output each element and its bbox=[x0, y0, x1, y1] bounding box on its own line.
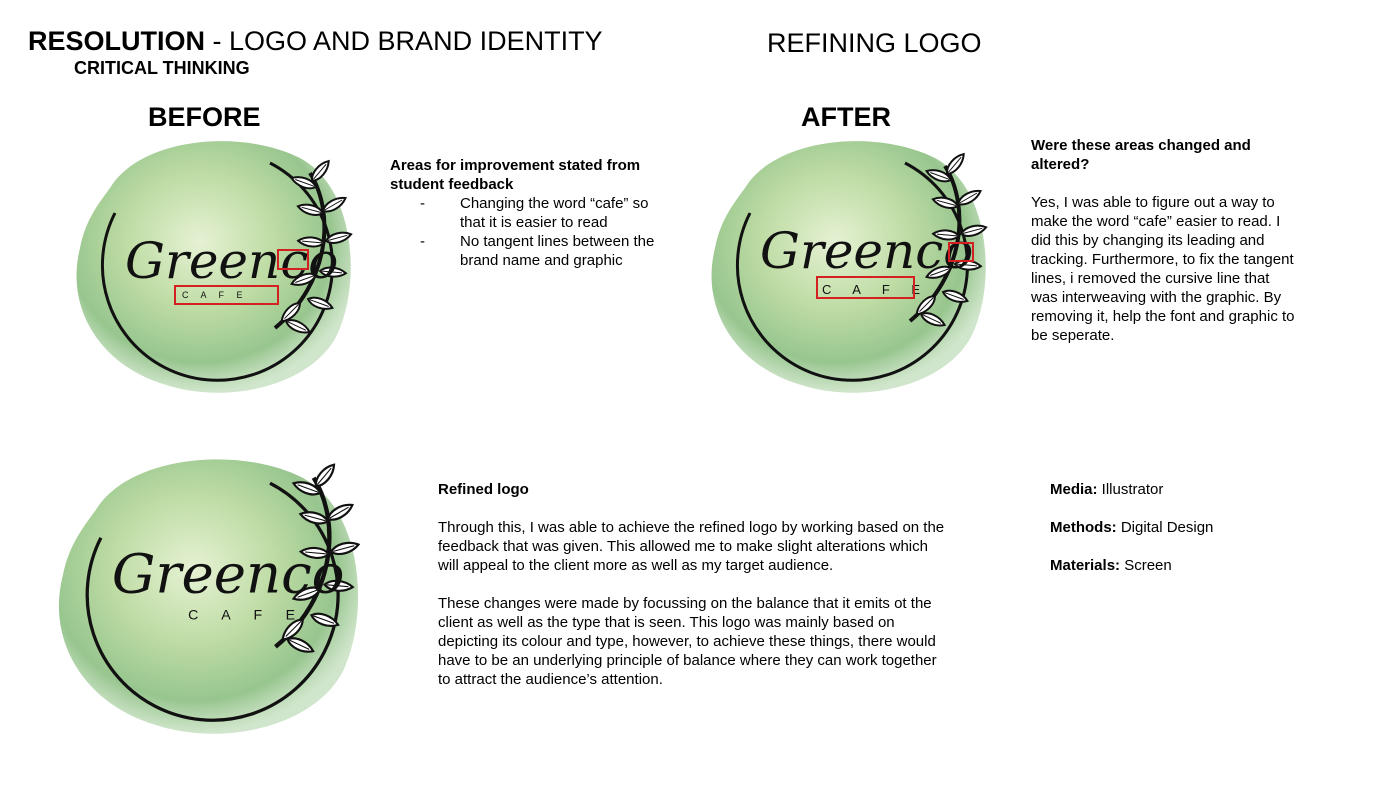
page-title-bold: RESOLUTION bbox=[28, 26, 206, 56]
final-logo bbox=[45, 445, 375, 745]
list-item: - No tangent lines between the brand name and graphic bbox=[390, 232, 660, 270]
after-logo bbox=[705, 128, 995, 403]
after-heading: AFTER bbox=[801, 102, 891, 132]
logo-wordmark: Greenco bbox=[111, 541, 345, 606]
refined-notes bbox=[438, 480, 948, 708]
improvement-notes bbox=[390, 156, 660, 270]
media-value: Illustrator bbox=[1097, 481, 1164, 498]
changes-notes bbox=[1031, 136, 1296, 345]
refined-paragraph-1: Through this, I was able to achieve the refined logo by working based on the feedback that was given. This allowed me to make slight alterations which will appeal to the client more as well as my target audience. bbox=[438, 519, 945, 574]
refined-heading: Refined logo bbox=[438, 481, 529, 498]
logo-cafe: C A F E bbox=[822, 282, 930, 297]
materials-value: Screen bbox=[1120, 557, 1172, 574]
page-title-rest: - LOGO AND BRAND IDENTITY bbox=[205, 26, 603, 56]
logo-wordmark: Greenco bbox=[125, 232, 339, 290]
page-subtitle: CRITICAL THINKING bbox=[74, 58, 250, 78]
list-item: - Changing the word “cafe” so that it is easier to read bbox=[390, 194, 660, 232]
refined-paragraph-2: These changes were made by focussing on the balance that it emits ot the client as well as the type that is seen. This logo was mainly based on depicting its colour and type, however, to achieve these things, there would have to be an underlying principle of balance where they can work together to attract the audience’s attention. bbox=[438, 595, 937, 688]
materials-label: Materials: bbox=[1050, 557, 1121, 574]
before-heading: BEFORE bbox=[148, 102, 261, 132]
changes-heading: Were these areas changed and altered? bbox=[1031, 137, 1251, 173]
improvement-list bbox=[390, 194, 660, 270]
media-label: Media: bbox=[1050, 481, 1098, 498]
before-logo bbox=[70, 128, 360, 403]
changes-body: Yes, I was able to figure out a way to make the word “cafe” easier to read. I did this by changing its leading and tracking. Furthermore, to fix the tangent lines, i removed the cursive line that was interweaving with the graphic. By removing it, help the font and graphic to be seperate. bbox=[1031, 194, 1295, 344]
section-title-refining: REFINING LOGO bbox=[767, 28, 982, 58]
methods-value: Digital Design bbox=[1116, 519, 1214, 536]
logo-cafe: C A F E bbox=[188, 607, 305, 624]
methods-row bbox=[1050, 518, 1213, 537]
materials-row bbox=[1050, 556, 1213, 575]
media-row bbox=[1050, 480, 1213, 499]
logo-cafe: C A F E bbox=[182, 290, 248, 300]
logo-wordmark: Greenco bbox=[760, 222, 974, 280]
project-meta bbox=[1050, 480, 1213, 594]
page-title bbox=[28, 26, 603, 57]
improvement-heading: Areas for improvement stated from student feedback bbox=[390, 157, 641, 193]
methods-label: Methods: bbox=[1050, 519, 1117, 536]
